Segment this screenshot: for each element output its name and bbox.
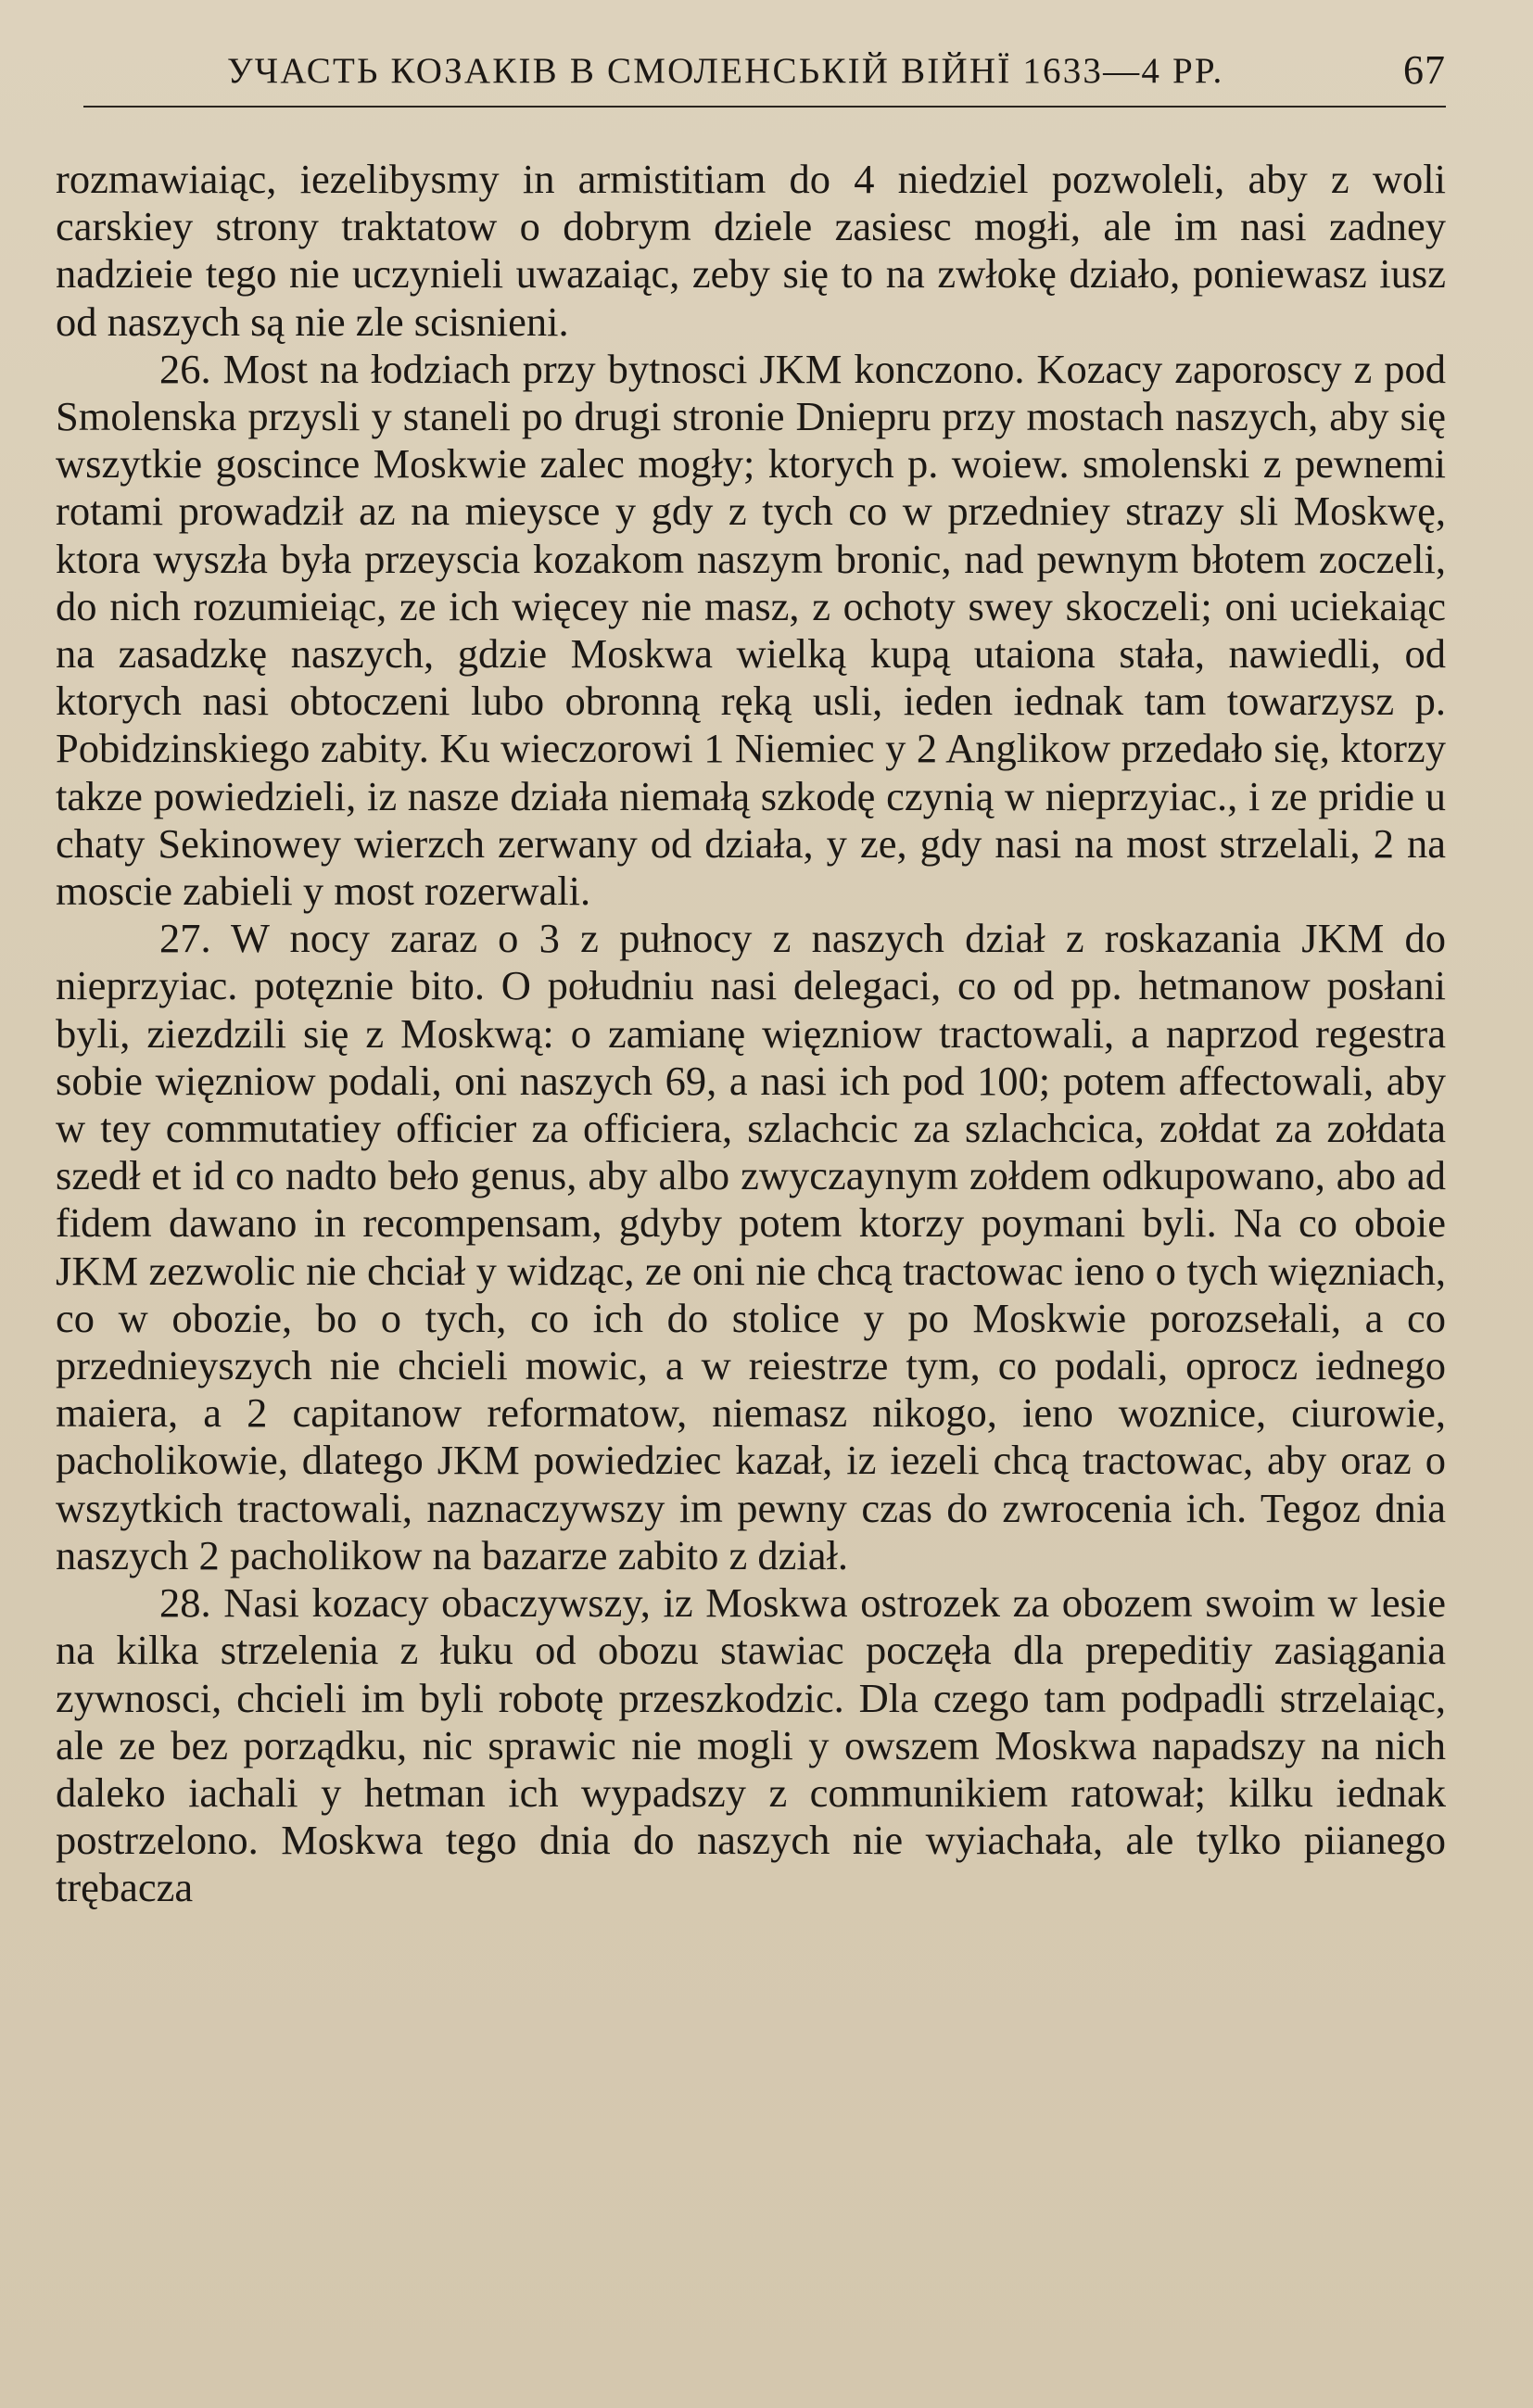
paragraph-continuation: rozmawiaiąc, iezelibysmy in armistitiam do 4 niedziel pozwoleli, aby z woli carskiey strony traktatow o dobrym dziele zasiesc mogłi, ale im nasi zadney nadzieie tego nie uczynieli uwazaiąc, zeby się to na zwłokę działo, poniewasz iusz od naszych są nie zle scisnieni. bbox=[56, 156, 1446, 345]
paragraph-28: 28. Nasi kozacy obaczywszy, iz Moskwa ostrozek za obozem swoim w lesie na kilka strzelenia z łuku od obozu stawiac poczęła dla prepeditiy zasiągania zywnosci, chcieli im byli robotę przeszkodzic. Dla czego tam podpadli strzelaiąc, ale ze bez porządku, nic sprawic nie mogli y owszem Moskwa napadszy na nich daleko iachali y hetman ich wypadszy z communikiem ratował; kilku iednak postrzelono. Moskwa tego dnia do naszych nie wyiachała, ale tylko piianego trębacza bbox=[56, 1579, 1446, 1911]
header-rule bbox=[83, 106, 1446, 108]
paragraph-27: 27. W nocy zaraz o 3 z pułnocy z naszych dział z roskazania JKM do nieprzyiac. potęznie bito. O południu nasi delegaci, co od pp. hetmanow posłani byli, ziezdzili się z Moskwą: o zamianę więzniow tractowali, a naprzod regestra sobie więzniow podali, oni naszych 69, a nasi ich pod 100; potem affectowali, aby w tey commutatiey officier za officiera, szlachcic za szlachcica, zołdat za zołdata szedł et id co nadto beło genus, aby albo zwyczaynym zołdem odkupowano, abo ad fidem dawano in recompensam, gdyby potem ktorzy poymani byli. Na co oboie JKM zezwolic nie chciał y widząc, ze oni nie chcą tractowac ieno o tych więzniach, co w obozie, bo o tych, co ich do stolice y po Moskwie porozsełali, a co przednieyszych nie chcieli mowic, a w reiestrze tym, co podali, oprocz iednego maiera, a 2 capitanow reformatow, niemasz nikogo, ieno woznice, ciurowie, pacholikowie, dlatego JKM powiedziec kazał, iz iezeli chcą tractowac, aby oraz o wszytkich tractowali, naznaczywszy im pewny czas do zwrocenia ich. Tegoz dnia naszych 2 pacholikow na bazarze zabito z dział. bbox=[56, 915, 1446, 1578]
running-title: УЧАСТЬ КОЗАКІВ В СМОЛЕНСЬКІЙ ВІЙНЇ 1633—4 PP. bbox=[227, 51, 1224, 91]
page-header bbox=[83, 46, 1446, 111]
page-number: 67 bbox=[1403, 47, 1446, 93]
paragraph-26: 26. Most na łodziach przy bytnosci JKM konczono. Kozacy zaporoscy z pod Smolenska przysli y staneli po drugi stronie Dniepru przy mostach naszych, aby się wszytkie goscince Moskwie zalec mogły; ktorych p. woiew. smolenski z pewnemi rotami prowadził az na mieysce y gdy z tych co w przedniey strazy sli Moskwę, ktora wyszła była przeyscia kozakom naszym bronic, nad pewnym błotem zoczeli, do nich rozumieiąc, ze ich więcey nie masz, z ochoty swey skoczeli; oni uciekaiąc na zasadzkę naszych, gdzie Moskwa wielką kupą utaiona stała, nawiedli, od ktorych nasi obtoczeni lubo obronną ręką usli, ieden iednak tam towarzysz p. Pobidzinskiego zabity. Ku wieczorowi 1 Niemiec y 2 Anglikow przedało się, ktorzy takze powiedzieli, iz nasze działa niemałą szkodę czynią w nieprzyiac., i ze pridie u chaty Sekinowey wierzch zerwany od działa, y ze, gdy nasi na most strzelali, 2 na moscie zabieli y most rozerwali. bbox=[56, 345, 1446, 915]
body-text bbox=[56, 156, 1446, 1912]
